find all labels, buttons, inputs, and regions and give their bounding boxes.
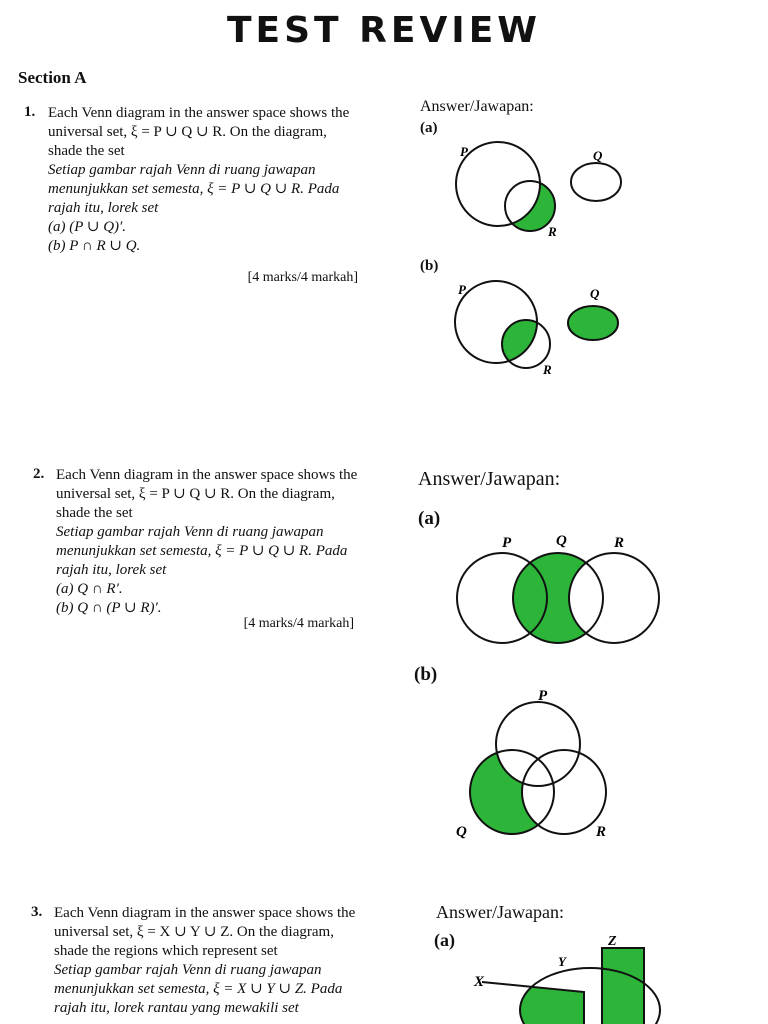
question-2-answer-label: Answer/Jawapan: <box>418 468 561 490</box>
venn-diagram-2a <box>452 530 672 650</box>
venn-diagram-3a <box>468 930 668 1024</box>
question-3-answer-label: Answer/Jawapan: <box>436 902 564 922</box>
question-2-part-b: (b) Q ∩ (P ∪ R)′. <box>56 600 162 616</box>
set-x-shaded <box>482 982 584 1024</box>
question-1-number: 1. <box>24 104 36 120</box>
set-z-shaded <box>602 948 644 1024</box>
page-title: TEST REVIEW <box>226 10 542 51</box>
question-1-answer-a-label: (a) <box>420 120 438 136</box>
label-p: P <box>458 282 466 297</box>
label-r: R <box>596 824 607 840</box>
question-2-text <box>56 466 361 618</box>
question-1-part-b: (b) P ∩ R ∪ Q. <box>48 238 141 254</box>
label-r: R <box>543 362 552 377</box>
question-3-english: Each Venn diagram in the answer space shows the universal set, ξ = X ∪ Y ∪ Z. On the diagram, shade the regions which represent set <box>54 905 356 959</box>
question-2-answer-b-label: (b) <box>414 664 438 685</box>
question-1-text <box>48 104 363 256</box>
section-heading: Section A <box>18 68 87 87</box>
question-1-english: Each Venn diagram in the answer space shows the universal set, ξ = P ∪ Q ∪ R. On the diagram, shade the set <box>48 105 350 159</box>
question-2-marks: [4 marks/4 markah] <box>243 616 354 631</box>
question-1-part-a: (a) (P ∪ Q)′. <box>48 219 127 235</box>
question-1-malay: Setiap gambar rajah Venn di ruang jawapan menunjukkan set semesta, ξ = P ∪ Q ∪ R. Pada rajah itu, lorek set <box>48 162 340 216</box>
label-r: R <box>548 224 557 239</box>
question-2-answer-a-label: (a) <box>418 508 441 529</box>
label-q: Q <box>593 148 603 163</box>
label-q: Q <box>556 533 567 549</box>
question-3-answer-a-label: (a) <box>434 930 455 950</box>
venn-diagram-1b <box>440 278 640 383</box>
question-1-answer-label: Answer/Jawapan: <box>420 98 534 115</box>
question-3-text <box>54 904 358 1018</box>
label-p: P <box>502 535 512 551</box>
label-q: Q <box>590 286 600 301</box>
question-2-malay: Setiap gambar rajah Venn di ruang jawapan menunjukkan set semesta, ξ = P ∪ Q ∪ R. Pada rajah itu, lorek set <box>56 524 348 578</box>
question-2-part-a: (a) Q ∩ R′. <box>56 581 123 597</box>
label-r: R <box>614 535 625 551</box>
label-z: Z <box>608 934 617 949</box>
label-q: Q <box>456 824 467 840</box>
label-p: P <box>460 144 468 159</box>
question-1-marks: [4 marks/4 markah] <box>247 270 358 285</box>
venn-diagram-1a <box>440 138 640 248</box>
question-3-malay: Setiap gambar rajah Venn di ruang jawapan menunjukkan set semesta, ξ = X ∪ Y ∪ Z. Pada rajah itu, lorek rantau yang mewakili set <box>54 962 343 1016</box>
label-p: P <box>538 688 548 704</box>
venn-diagram-2b <box>452 686 622 851</box>
question-3-number: 3. <box>31 904 43 920</box>
label-x: X <box>474 974 485 990</box>
set-q-ellipse <box>571 163 621 201</box>
label-y: Y <box>558 954 566 969</box>
question-2-english: Each Venn diagram in the answer space shows the universal set, ξ = P ∪ Q ∪ R. On the diagram, shade the set <box>56 467 358 521</box>
question-1-answer-b-label: (b) <box>420 258 439 274</box>
question-2-number: 2. <box>33 466 45 482</box>
